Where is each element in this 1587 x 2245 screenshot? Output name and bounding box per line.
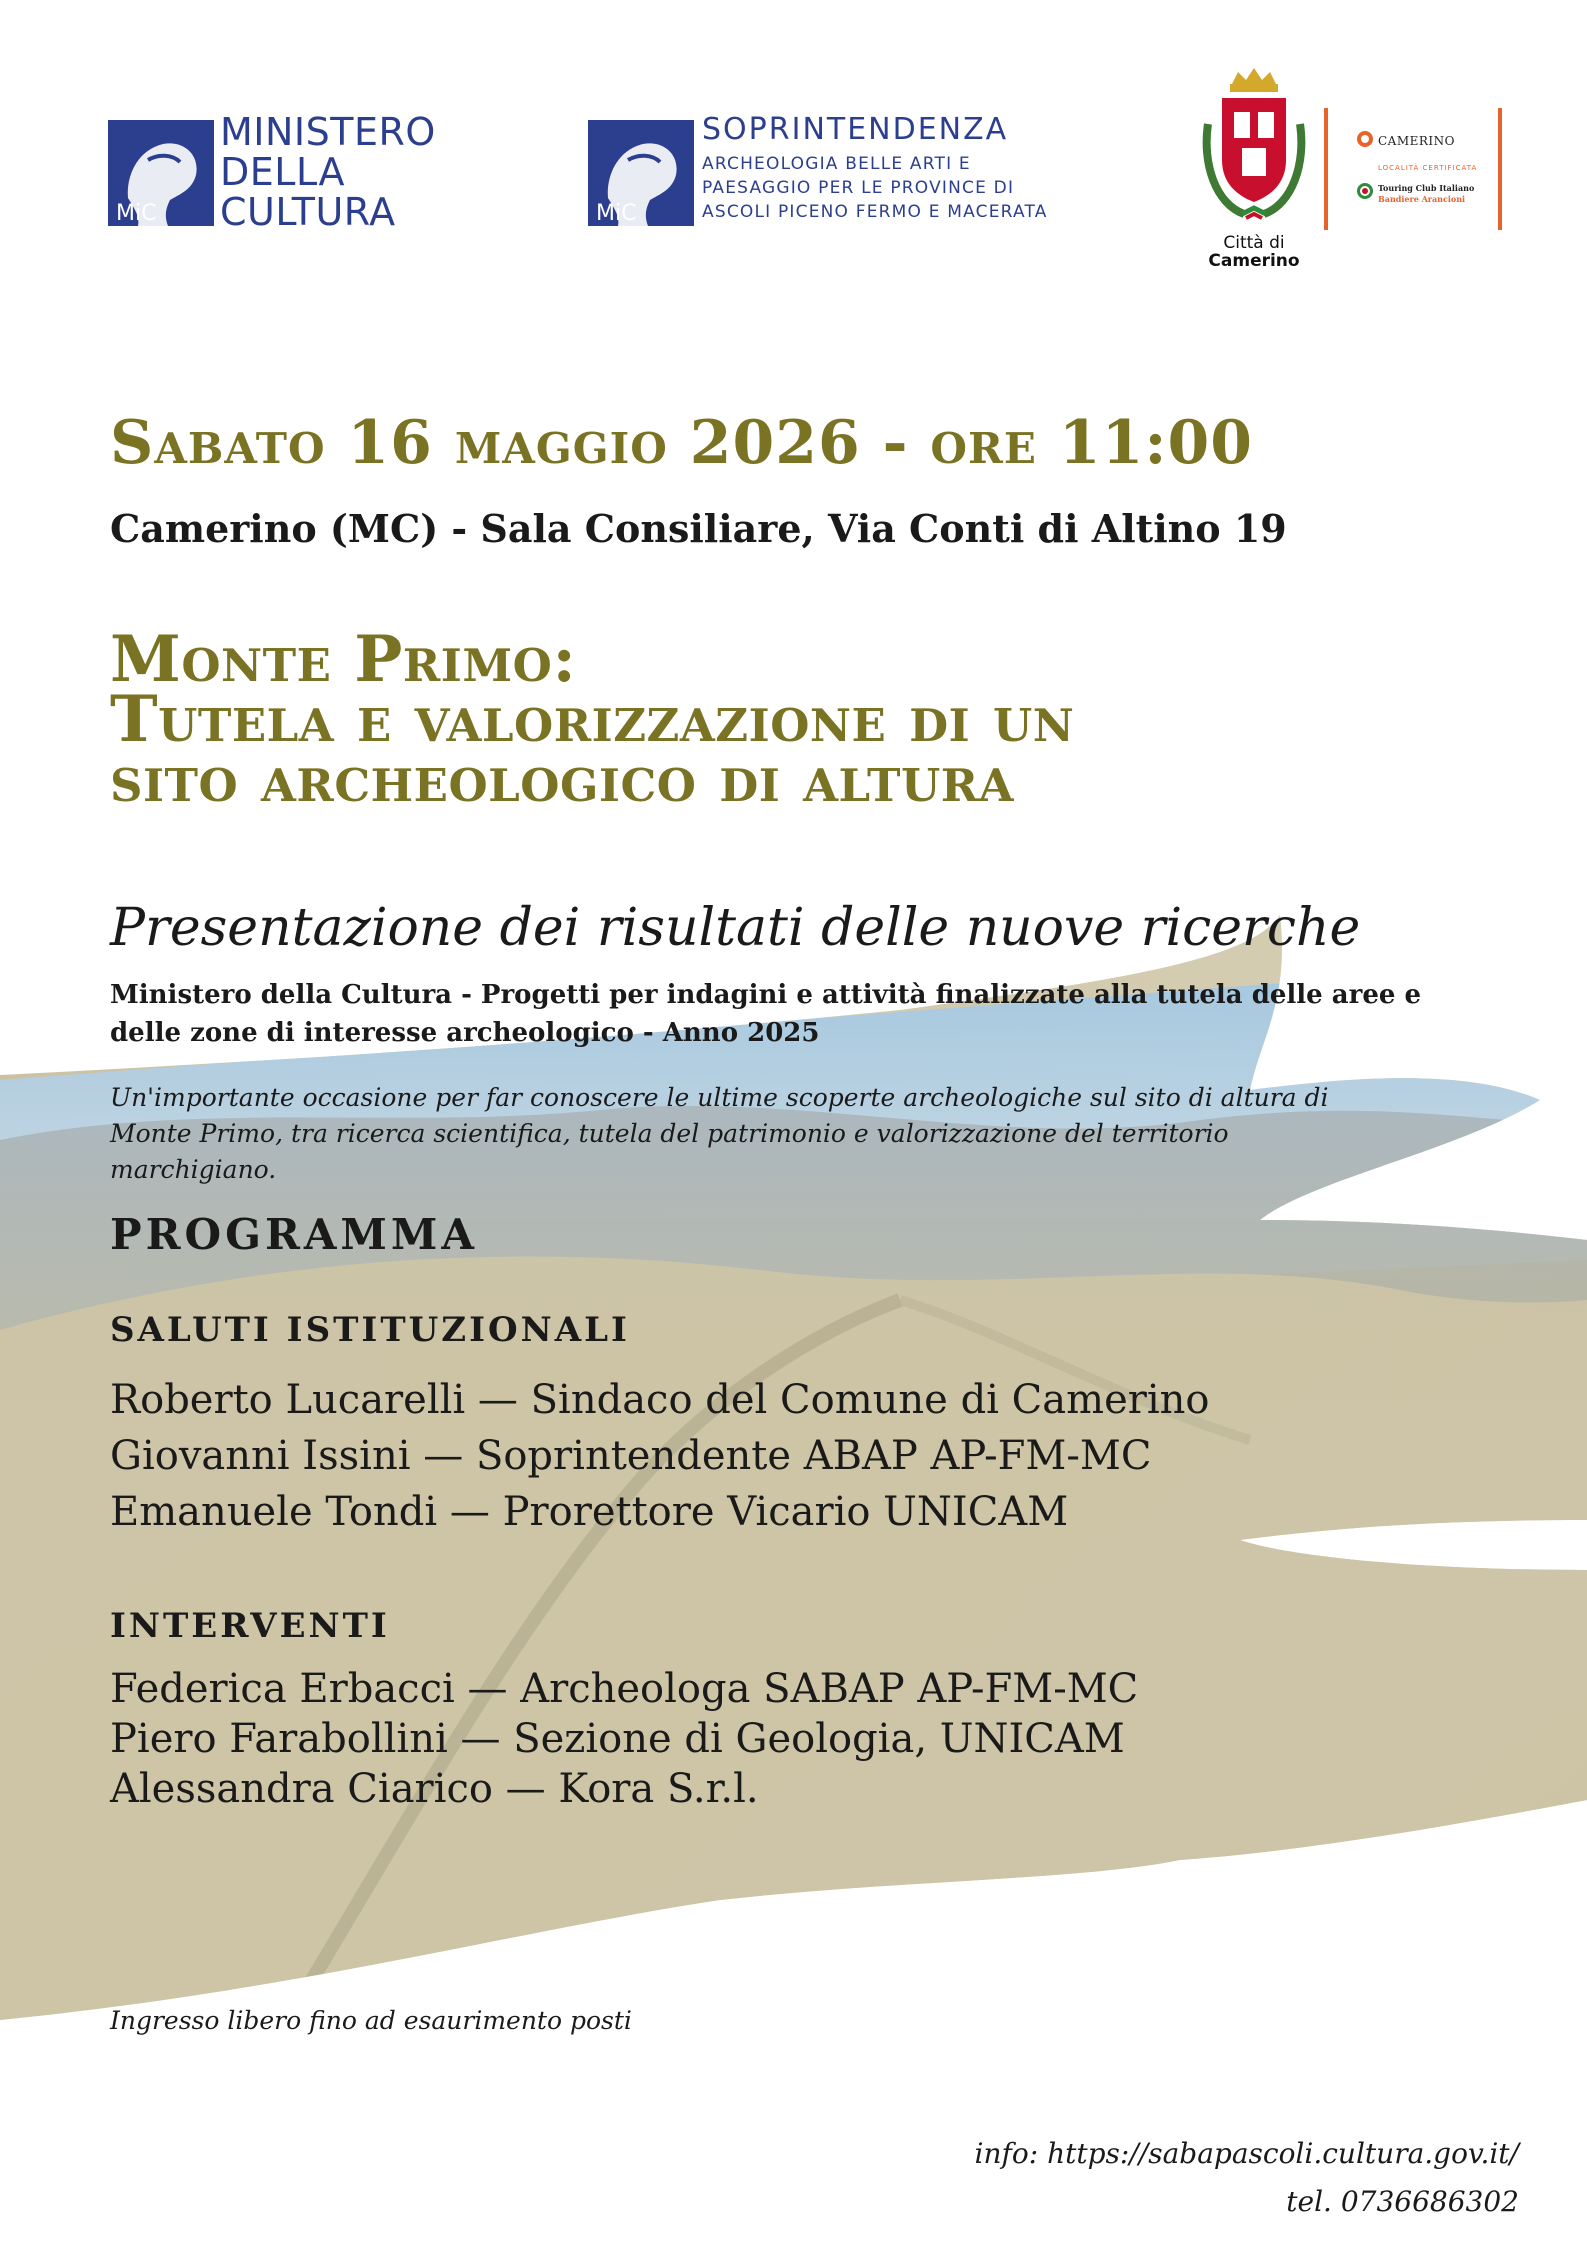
list-item: Alessandra Ciarico — Kora S.r.l. bbox=[110, 1766, 759, 1812]
soprintendenza-subtitle bbox=[702, 152, 1062, 224]
mic-line-3: CULTURA bbox=[220, 190, 396, 234]
ministry-project-note bbox=[110, 976, 1510, 1052]
ministero-cultura-logo[interactable] bbox=[108, 112, 438, 232]
badge-bandiere-label: Bandiere Arancioni bbox=[1378, 194, 1466, 204]
title-line-3: sito archeologico di altura bbox=[110, 742, 1015, 817]
mic-mark-text: MiC bbox=[116, 201, 157, 226]
info-link[interactable]: info: https://sabapascoli.cultura.gov.it/ bbox=[974, 2137, 1519, 2170]
programma-heading: PROGRAMMA bbox=[110, 1210, 479, 1259]
intro-line-1: Un'importante occasione per far conoscere le ultime scoperte archeologiche sul sito di altura di bbox=[110, 1083, 1329, 1112]
tci-logo-icon bbox=[1356, 182, 1374, 200]
intro-line-3: marchigiano. bbox=[110, 1155, 277, 1184]
list-item: Federica Erbacci — Archeologa SABAP AP-FM-MC bbox=[110, 1666, 1139, 1712]
sop-sub-line-2: PAESAGGIO PER LE PROVINCE DI bbox=[702, 178, 1015, 198]
list-item: Giovanni Issini — Soprintendente ABAP AP-FM-MC bbox=[110, 1433, 1152, 1479]
ministry-line-2: delle zone di interesse archeologico - Anno 2025 bbox=[110, 1018, 820, 1048]
soprintendenza-title: SOPRINTENDENZA bbox=[702, 112, 1009, 147]
citta-di-camerino-crest[interactable] bbox=[1194, 64, 1314, 274]
soprintendenza-emblem-icon bbox=[588, 120, 694, 226]
sop-sub-line-3: ASCOLI PICENO FERMO E MACERATA bbox=[702, 202, 1048, 222]
soprintendenza-logo[interactable] bbox=[588, 112, 1058, 232]
event-subtitle: Presentazione dei risultati delle nuove ricerche bbox=[110, 898, 1361, 958]
event-venue: Camerino (MC) - Sala Consiliare, Via Conti di Altino 19 bbox=[110, 506, 1287, 551]
list-item: Roberto Lucarelli — Sindaco del Comune di Camerino bbox=[110, 1377, 1210, 1423]
event-title bbox=[110, 622, 1075, 817]
event-intro bbox=[110, 1080, 1450, 1188]
sop-sub-line-1: ARCHEOLOGIA BELLE ARTI E bbox=[702, 154, 971, 174]
orange-flag-icon bbox=[1356, 130, 1374, 148]
mic-line-2: DELLA bbox=[220, 150, 345, 194]
interventi-heading: INTERVENTI bbox=[110, 1606, 390, 1646]
sop-mark-text: MiC bbox=[596, 201, 637, 226]
crest-caption-line-2: Camerino bbox=[1208, 251, 1300, 271]
title-line-2: Tutela e valorizzazione di un bbox=[110, 682, 1075, 757]
bandiere-arancioni-badge[interactable] bbox=[1324, 108, 1502, 230]
ministero-cultura-wordmark bbox=[220, 112, 436, 232]
title-line-1: Monte Primo: bbox=[110, 622, 577, 697]
crest-caption-line-1: Città di bbox=[1223, 233, 1285, 253]
contact-info bbox=[975, 2130, 1519, 2226]
mic-line-1: MINISTERO bbox=[220, 110, 436, 154]
list-item: Piero Farabollini — Sezione di Geologia, UNICAM bbox=[110, 1716, 1125, 1762]
saluti-list bbox=[110, 1372, 1210, 1540]
badge-tci-label: Touring Club Italiano bbox=[1378, 183, 1475, 193]
free-entry-note: Ingresso libero fino ad esaurimento posti bbox=[110, 2006, 632, 2035]
list-item: Emanuele Tondi — Prorettore Vicario UNICAM bbox=[110, 1489, 1069, 1535]
mic-head-emblem-icon bbox=[108, 120, 214, 226]
badge-camerino-label: CAMERINO bbox=[1378, 134, 1456, 148]
crest-caption bbox=[1194, 234, 1314, 270]
phone-number[interactable]: tel. 0736686302 bbox=[1286, 2185, 1519, 2218]
ministry-line-1: Ministero della Cultura - Progetti per indagini e attività finalizzate alla tutela delle aree e bbox=[110, 980, 1421, 1010]
intro-line-2: Monte Primo, tra ricerca scientifica, tutela del patrimonio e valorizzazione del territorio bbox=[110, 1119, 1229, 1148]
interventi-list bbox=[110, 1664, 1138, 1814]
badge-localita-label: LOCALITÀ CERTIFICATA bbox=[1378, 164, 1478, 172]
event-date: Sabato 16 maggio 2026 - ore 11:00 bbox=[110, 408, 1253, 478]
crest-shield-icon bbox=[1194, 64, 1314, 232]
saluti-heading: SALUTI ISTITUZIONALI bbox=[110, 1310, 630, 1350]
